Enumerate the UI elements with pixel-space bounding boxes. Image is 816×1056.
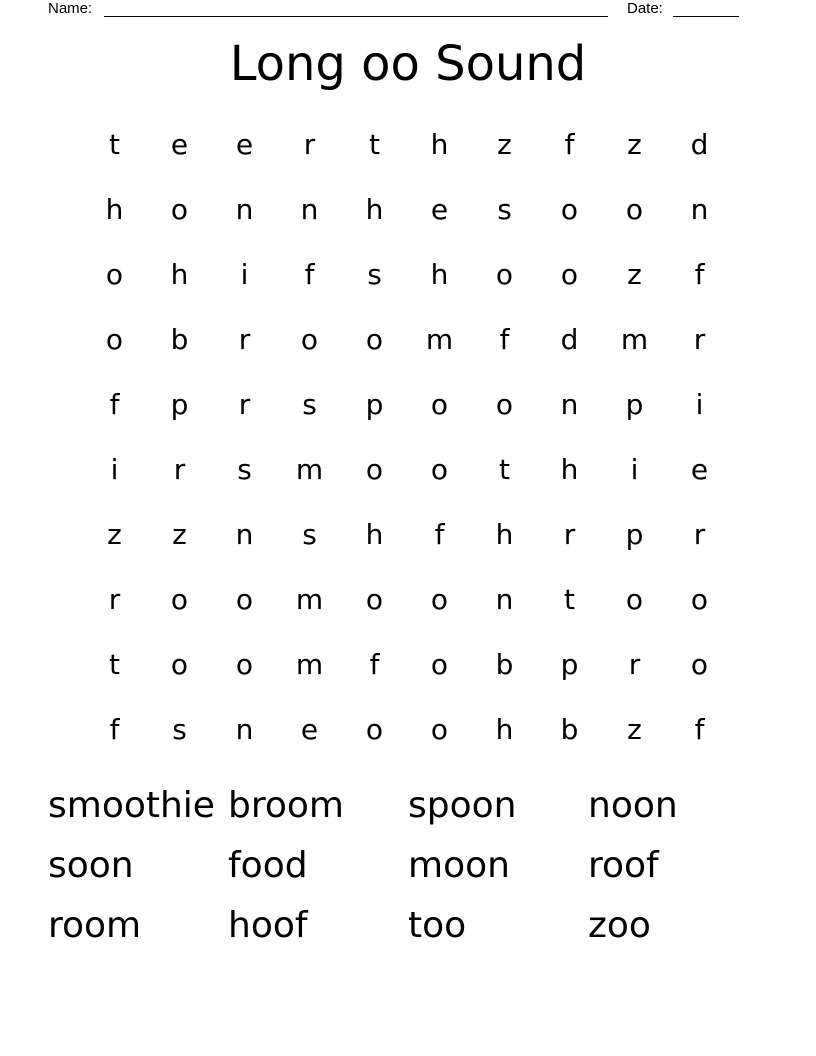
grid-letter[interactable]: e [690,453,709,486]
grid-letter[interactable]: m [425,323,454,356]
grid-letter[interactable]: z [172,518,187,551]
grid-letter[interactable]: b [560,713,579,746]
grid-letter[interactable]: r [238,323,251,356]
word-search-grid [82,112,732,762]
grid-letter[interactable]: r [693,323,706,356]
grid-letter[interactable]: r [238,388,251,421]
grid-letter[interactable]: r [693,518,706,551]
grid-letter[interactable]: i [110,453,119,486]
grid-letter[interactable]: r [628,648,641,681]
grid-letter[interactable]: s [172,713,187,746]
grid-letter[interactable]: t [564,583,575,616]
grid-letter[interactable]: p [625,518,644,551]
grid-letter[interactable]: r [563,518,576,551]
grid-letter[interactable]: m [295,583,324,616]
grid-letter[interactable]: o [300,323,319,356]
name-label: Name: [48,0,93,17]
grid-letter[interactable]: n [235,193,254,226]
word-bank-item: soon [48,845,134,886]
grid-letter[interactable]: p [625,388,644,421]
grid-letter[interactable]: t [109,648,120,681]
grid-letter[interactable]: n [690,193,709,226]
grid-letter[interactable]: s [367,258,382,291]
grid-letter[interactable]: m [295,648,324,681]
name-blank-line[interactable] [104,16,608,17]
grid-letter[interactable]: i [630,453,639,486]
grid-letter[interactable]: n [560,388,579,421]
grid-letter[interactable]: f [564,128,575,161]
word-bank-item: hoof [228,905,308,946]
grid-letter[interactable]: f [369,648,380,681]
grid-letter[interactable]: h [495,518,514,551]
grid-letter[interactable]: f [499,323,510,356]
grid-letter[interactable]: o [625,583,644,616]
grid-letter[interactable]: h [560,453,579,486]
grid-letter[interactable]: r [108,583,121,616]
grid-letter[interactable]: b [495,648,514,681]
grid-letter[interactable]: f [304,258,315,291]
worksheet-header [0,0,816,20]
grid-letter[interactable]: n [300,193,319,226]
grid-letter[interactable]: s [302,388,317,421]
grid-letter[interactable]: o [235,583,254,616]
word-bank [48,780,768,960]
grid-letter[interactable]: o [105,258,124,291]
grid-letter[interactable]: e [235,128,254,161]
grid-letter[interactable]: o [495,388,514,421]
grid-letter[interactable]: t [109,128,120,161]
grid-letter[interactable]: i [240,258,249,291]
grid-letter[interactable]: b [170,323,189,356]
grid-letter[interactable]: f [694,713,705,746]
grid-letter[interactable]: z [107,518,122,551]
grid-letter[interactable]: s [237,453,252,486]
grid-letter[interactable]: o [235,648,254,681]
grid-letter[interactable]: o [560,258,579,291]
grid-letter[interactable]: o [690,648,709,681]
grid-letter[interactable]: f [109,713,120,746]
word-bank-item: spoon [408,785,517,826]
grid-letter[interactable]: f [434,518,445,551]
grid-letter[interactable]: t [369,128,380,161]
grid-letter[interactable]: r [173,453,186,486]
grid-letter[interactable]: m [295,453,324,486]
grid-letter[interactable]: p [365,388,384,421]
grid-letter[interactable]: o [170,648,189,681]
grid-letter[interactable]: e [430,193,449,226]
grid-letter[interactable]: h [365,193,384,226]
grid-letter[interactable]: o [625,193,644,226]
grid-letter[interactable]: o [105,323,124,356]
date-label: Date: [627,0,663,17]
word-bank-item: noon [588,785,678,826]
grid-letter[interactable]: n [235,518,254,551]
word-bank-item: too [408,905,467,946]
grid-letter[interactable]: o [365,713,384,746]
word-bank-item: moon [408,845,510,886]
grid-letter[interactable]: h [365,518,384,551]
grid-letter[interactable]: o [430,583,449,616]
grid-letter[interactable]: o [430,648,449,681]
grid-letter[interactable]: o [365,323,384,356]
grid-letter[interactable]: o [365,583,384,616]
grid-letter[interactable]: o [430,713,449,746]
grid-letter[interactable]: h [105,193,124,226]
grid-letter[interactable]: e [170,128,189,161]
grid-letter[interactable]: o [430,388,449,421]
grid-letter[interactable]: h [430,258,449,291]
grid-letter[interactable]: o [170,583,189,616]
grid-letter[interactable]: h [430,128,449,161]
grid-letter[interactable]: d [690,128,709,161]
grid-letter[interactable]: s [497,193,512,226]
word-bank-item: broom [228,785,344,826]
grid-letter[interactable]: p [560,648,579,681]
grid-letter[interactable]: s [302,518,317,551]
grid-letter[interactable]: f [109,388,120,421]
grid-letter[interactable]: n [495,583,514,616]
grid-letter[interactable]: o [690,583,709,616]
grid-letter[interactable]: o [560,193,579,226]
word-bank-item: roof [588,845,659,886]
grid-letter[interactable]: p [170,388,189,421]
grid-letter[interactable]: m [620,323,649,356]
word-bank-item: zoo [588,905,651,946]
grid-letter[interactable]: o [365,453,384,486]
grid-letter[interactable]: r [303,128,316,161]
grid-letter[interactable]: o [495,258,514,291]
word-bank-item: smoothie [48,785,215,826]
grid-letter[interactable]: o [430,453,449,486]
page-title: Long oo Sound [229,36,587,92]
grid-letter[interactable]: z [627,713,642,746]
grid-letter[interactable]: o [170,193,189,226]
grid-letter[interactable]: n [235,713,254,746]
grid-letter[interactable]: z [627,258,642,291]
date-blank-line[interactable] [673,16,739,17]
grid-letter[interactable]: h [170,258,189,291]
grid-letter[interactable]: d [560,323,579,356]
word-bank-item: food [228,845,308,886]
grid-letter[interactable]: t [499,453,510,486]
grid-letter[interactable]: f [694,258,705,291]
grid-letter[interactable]: z [627,128,642,161]
grid-letter[interactable]: z [497,128,512,161]
word-bank-item: room [48,905,142,946]
grid-letter[interactable]: i [695,388,704,421]
grid-letter[interactable]: h [495,713,514,746]
grid-letter[interactable]: e [300,713,319,746]
